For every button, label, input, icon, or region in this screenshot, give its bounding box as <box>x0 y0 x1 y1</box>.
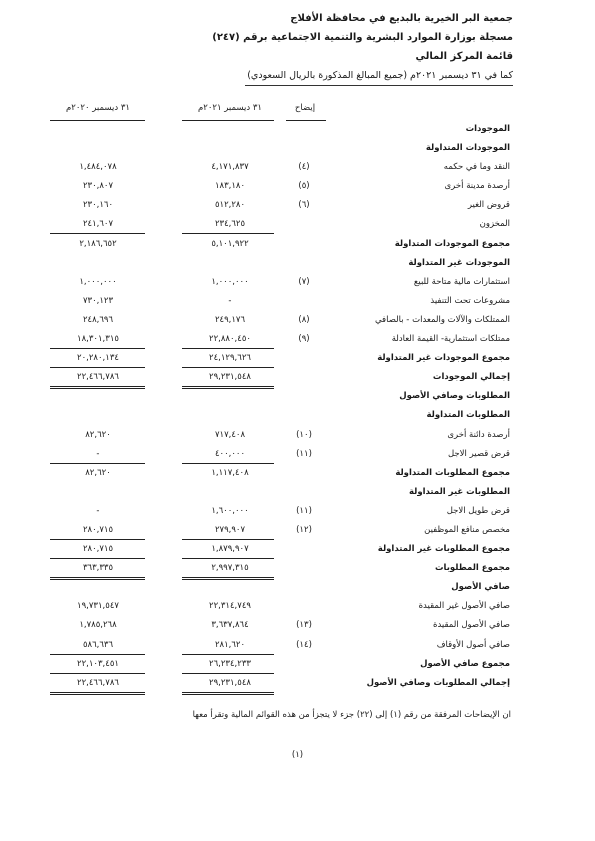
total-rule <box>182 539 274 540</box>
table-row <box>0 579 595 598</box>
value-2020: ١,٧٨٥,٢٦٨ <box>79 620 117 631</box>
row-note-ref: (١٠) <box>296 429 312 440</box>
table-row <box>0 503 595 522</box>
row-note-ref: (٩) <box>298 334 310 345</box>
total-rule <box>50 233 145 234</box>
total-rule <box>50 539 145 540</box>
total-rule <box>182 577 274 578</box>
column-header-note: إيضاح <box>294 103 316 113</box>
table-row <box>0 484 595 503</box>
value-2020: ٢٢,٤٦٦,٧٨٦ <box>77 677 119 688</box>
value-2020: ٥٨٦,٦٣٦ <box>82 639 114 650</box>
total-rule <box>50 673 145 674</box>
row-label: أرصدة مدينة أخرى <box>444 181 510 192</box>
total-rule <box>50 558 145 559</box>
value-2021: ٢٦,٢٣٤,٢٣٣ <box>209 658 251 669</box>
value-2021: ٢٣٤,٦٢٥ <box>214 219 246 230</box>
value-2020: ٢,١٨٦,٦٥٢ <box>79 238 117 249</box>
row-label: مخصص منافع الموظفين <box>424 524 510 535</box>
value-2021: ١,١١٧,٤٠٨ <box>211 467 249 478</box>
value-2021: ٣,٦٣٧,٨٦٤ <box>211 620 249 631</box>
value-2020: ٢٣٠,٨٠٧ <box>82 181 114 192</box>
row-note-ref: (١١) <box>296 448 312 459</box>
row-label: مجموع الموجودات المتداولة <box>394 238 510 249</box>
row-label: الموجودات المتداولة <box>425 143 510 154</box>
statement-date-line: كما في ٣١ ديسمبر ٢٠٢١م (جميع المبالغ المذكورة بالريال السعودي) <box>247 70 513 81</box>
table-row <box>0 331 595 350</box>
table-row <box>0 274 595 293</box>
value-2020: ٢٨٠,٧١٥ <box>82 524 114 535</box>
table-row <box>0 369 595 388</box>
row-note-ref: (٨) <box>298 314 310 325</box>
column-headers <box>0 103 595 119</box>
total-rule <box>182 233 274 234</box>
row-label: صافي الأصول المقيدة <box>433 620 510 631</box>
table-row <box>0 388 595 407</box>
table-row <box>0 140 595 159</box>
total-rule <box>182 463 274 464</box>
value-2020: ٣٦٣,٣٣٥ <box>82 563 114 574</box>
value-2020: ٨٢,٦٢٠ <box>85 429 111 440</box>
value-2021: ٢٩,٢٣١,٥٤٨ <box>209 372 251 383</box>
value-2021: ٤,١٧١,٨٣٧ <box>211 162 249 173</box>
table-row <box>0 522 595 541</box>
value-2020: ٢٢,٤٦٦,٧٨٦ <box>77 372 119 383</box>
value-2021: ٢٩,٢٣١,٥٤٨ <box>209 677 251 688</box>
row-label: استثمارات مالية متاحة للبيع <box>413 276 510 287</box>
row-note-ref: (١٣) <box>296 620 312 631</box>
row-note-ref: (١٤) <box>296 639 312 650</box>
table-row <box>0 637 595 656</box>
value-2021: ٥١٢,٢٨٠ <box>214 200 246 211</box>
total-double-rule <box>50 694 145 695</box>
value-2021: ١٨٣,١٨٠ <box>214 181 246 192</box>
row-note-ref: (١٢) <box>296 524 312 535</box>
table-row <box>0 236 595 255</box>
row-label: صافي الأصول <box>451 582 510 593</box>
value-2021: ٢,٩٩٧,٣١٥ <box>211 563 249 574</box>
table-row <box>0 598 595 617</box>
table-row <box>0 446 595 465</box>
value-2020: ٢٠,٢٨٠,١٣٤ <box>77 353 119 364</box>
page-number: (١) <box>291 750 304 760</box>
row-label: مجموع الموجودات غير المتداولة <box>377 353 510 364</box>
value-2021: ٢٢,٣١٤,٧٤٩ <box>209 601 251 612</box>
column-header-2021: ٣١ ديسمبر ٢٠٢١م <box>198 103 262 113</box>
row-label: المطلوبات المتداولة <box>426 410 510 421</box>
table-row <box>0 197 595 216</box>
row-label: مجموع المطلوبات <box>435 563 510 574</box>
registration-line: مسجلة بوزارة الموارد البشرية والتنمية الاجتماعية برقم (٢٤٧) <box>212 32 513 43</box>
table-row <box>0 541 595 560</box>
footnote: ان الإيضاحات المرفقة من رقم (١) إلى (٢٢) جزء لا يتجزأ من هذه القوائم المالية وتقرأ معها <box>192 710 511 720</box>
row-label: مجموع المطلوبات المتداولة <box>395 467 510 478</box>
row-label: مشروعات تحت التنفيذ <box>430 295 510 306</box>
header-underline <box>245 85 513 86</box>
row-label: المخزون <box>479 219 510 230</box>
total-rule <box>182 558 274 559</box>
statement-title: قائمة المركز المالي <box>415 51 513 62</box>
table-row <box>0 159 595 178</box>
value-2020: ٢٢,١٠٣,٤٥١ <box>77 658 119 669</box>
value-2021: - <box>228 295 232 306</box>
value-2020: ٨٢,٦٢٠ <box>85 467 111 478</box>
value-2020: - <box>96 448 100 459</box>
total-rule <box>182 654 274 655</box>
value-2020: ٢٤١,٦٠٧ <box>82 219 114 230</box>
value-2021: ٢٤٩,١٧٦ <box>214 314 246 325</box>
table-row <box>0 465 595 484</box>
row-label: ممتلكات استثمارية- القيمة العادلة <box>391 334 510 345</box>
value-2021: ٤٠٠,٠٠٠ <box>214 448 246 459</box>
table-row <box>0 293 595 312</box>
table-row <box>0 350 595 369</box>
value-2020: - <box>96 505 100 516</box>
total-rule <box>182 386 274 387</box>
row-note-ref: (١١) <box>296 505 312 516</box>
row-label: الموجودات <box>465 124 510 134</box>
row-label: قرض طويل الاجل <box>446 505 510 516</box>
value-2020: ١٨,٣٠١,٣١٥ <box>77 334 119 345</box>
total-rule <box>50 654 145 655</box>
value-2021: ٢٧٩,٩٠٧ <box>214 524 246 535</box>
table-row <box>0 121 595 140</box>
value-2021: ٢٨١,٦٢٠ <box>214 639 246 650</box>
value-2020: ٢٤٨,٦٩٦ <box>82 314 114 325</box>
row-note-ref: (٥) <box>298 181 310 192</box>
table-row <box>0 312 595 331</box>
total-rule <box>182 348 274 349</box>
total-double-rule <box>182 694 274 695</box>
financial-position-table <box>0 121 595 694</box>
total-rule <box>50 463 145 464</box>
row-label: مجموع المطلوبات غير المتداولة <box>377 544 510 555</box>
value-2020: ١,٠٠٠,٠٠٠ <box>79 276 117 287</box>
total-rule <box>50 386 145 387</box>
value-2021: ١,٠٠٠,٠٠٠ <box>211 276 249 287</box>
table-row <box>0 216 595 235</box>
table-row <box>0 560 595 579</box>
value-2020: ٧٣٠,١٢٣ <box>82 295 114 306</box>
row-label: إجمالي المطلوبات وصافي الأصول <box>366 677 510 688</box>
row-label: قروض الغير <box>467 200 510 211</box>
row-label: الممتلكات والآلات والمعدات - بالصافي <box>374 314 510 325</box>
table-row <box>0 675 595 694</box>
value-2020: ٢٣٠,١٦٠ <box>82 200 114 211</box>
total-rule <box>182 673 274 674</box>
total-rule <box>50 692 145 693</box>
value-2020: ١٩,٧٣١,٥٤٧ <box>77 601 119 612</box>
row-label: صافي الأصول غير المقيدة <box>418 601 510 612</box>
value-2020: ١,٤٨٤,٠٧٨ <box>79 162 117 173</box>
row-label: النقد وما في حكمه <box>443 162 510 173</box>
table-row <box>0 407 595 426</box>
value-2021: ٥,١٠١,٩٢٢ <box>211 238 249 249</box>
total-rule <box>50 367 145 368</box>
row-note-ref: (٦) <box>298 200 310 211</box>
row-note-ref: (٤) <box>298 162 310 173</box>
value-2020: ٢٨٠,٧١٥ <box>82 544 114 555</box>
row-label: قرض قصير الاجل <box>447 448 510 459</box>
table-row <box>0 255 595 274</box>
value-2021: ١,٨٧٩,٩٠٧ <box>211 544 249 555</box>
row-label: أرصدة دائنة أخرى <box>447 429 510 440</box>
organization-name: جمعية البر الخيرية بالبديع في محافظة الأفلاج <box>290 13 513 24</box>
row-label: مجموع صافي الأصول <box>420 658 510 669</box>
total-rule <box>182 367 274 368</box>
row-label: المطلوبات غير المتداولة <box>408 486 510 497</box>
row-label: المطلوبات وصافي الأصول <box>399 391 510 402</box>
row-label: صافي أصول الأوقاف <box>436 639 510 650</box>
column-header-2020: ٣١ ديسمبر ٢٠٢٠م <box>66 103 130 113</box>
total-rule <box>182 692 274 693</box>
value-2021: ٢٢,٨٨٠,٤٥٠ <box>209 334 251 345</box>
value-2021: ٢٤,١٢٩,٦٢٦ <box>209 353 251 364</box>
statement-header <box>213 9 513 86</box>
row-label: إجمالي الموجودات <box>432 372 510 383</box>
table-row <box>0 617 595 636</box>
value-2021: ٧١٧,٤٠٨ <box>214 429 246 440</box>
table-row <box>0 656 595 675</box>
row-note-ref: (٧) <box>298 276 310 287</box>
table-row <box>0 427 595 446</box>
table-row <box>0 178 595 197</box>
value-2021: ١,٦٠٠,٠٠٠ <box>211 505 249 516</box>
row-label: الموجودات غير المتداولة <box>408 257 510 268</box>
total-rule <box>50 577 145 578</box>
total-rule <box>50 348 145 349</box>
